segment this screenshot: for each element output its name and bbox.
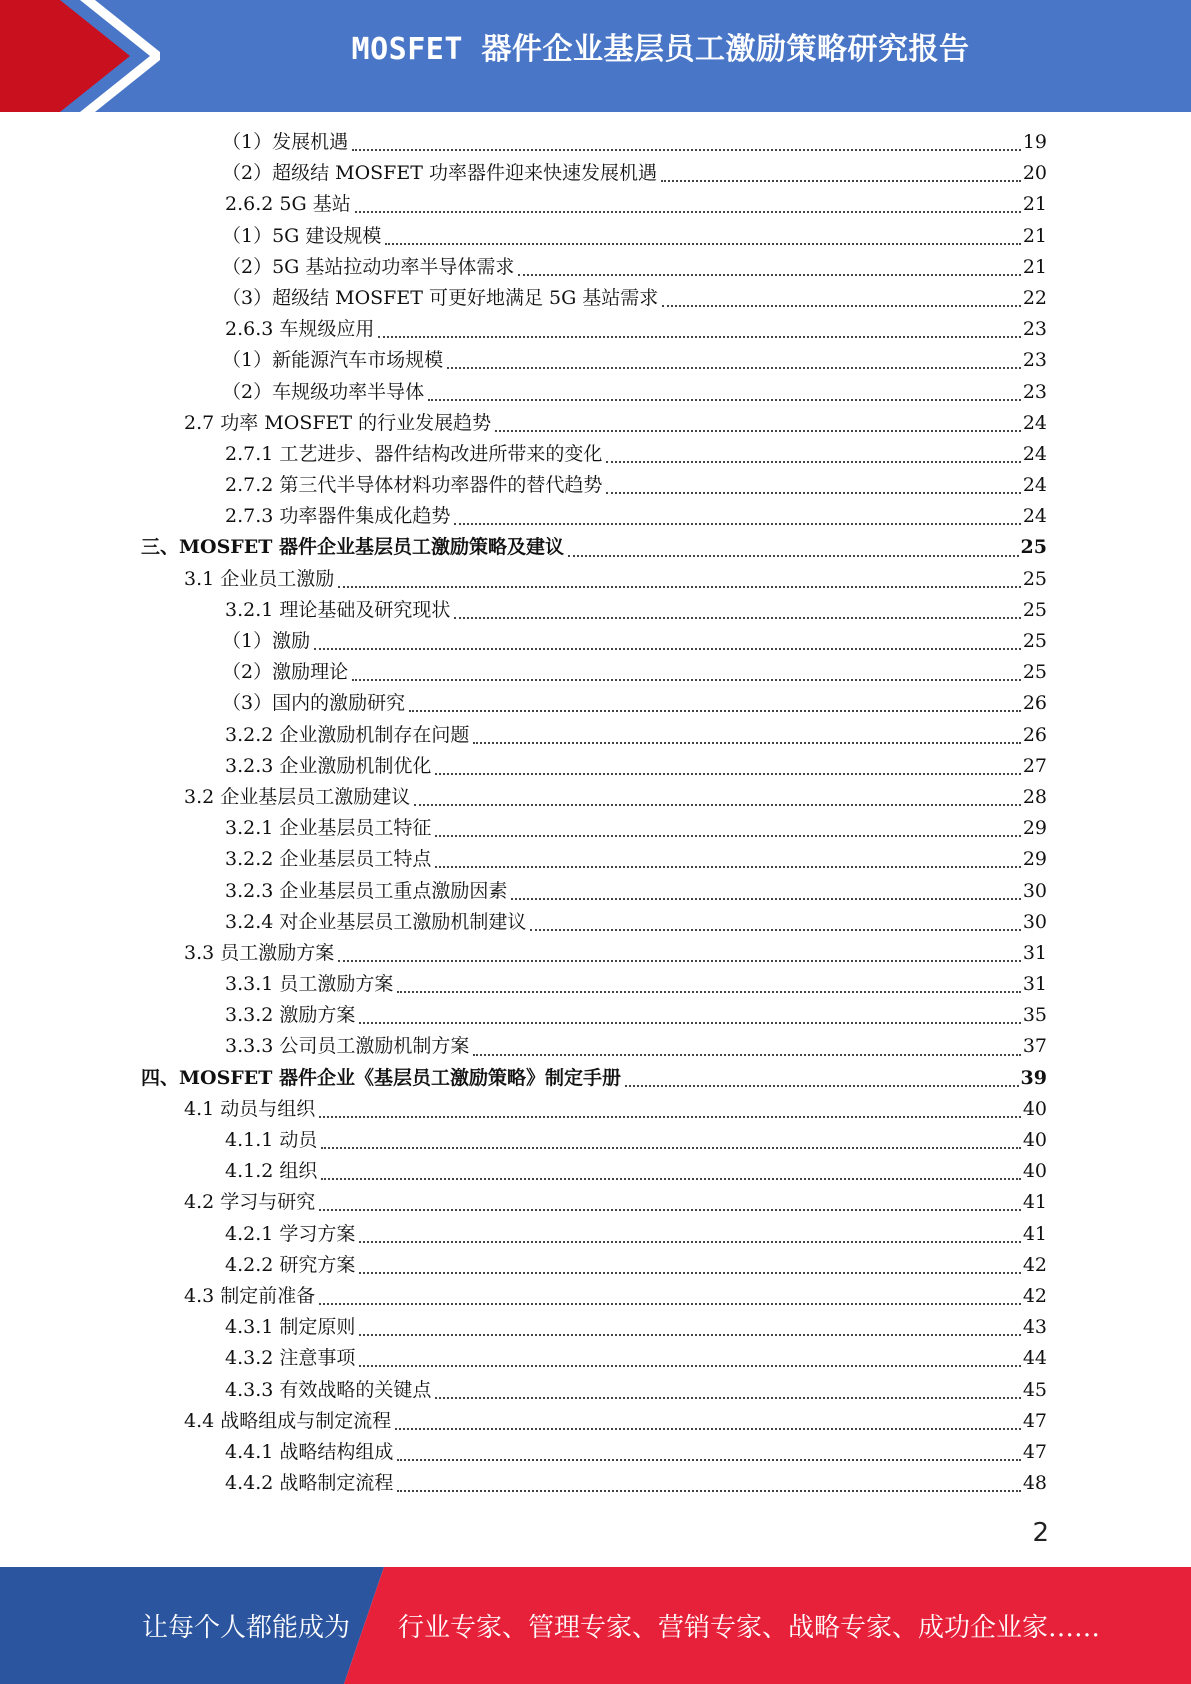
toc-entry[interactable] (0, 345, 1047, 376)
toc-entry[interactable] (0, 314, 1047, 345)
toc-leader-dots (378, 335, 1020, 338)
toc-leader-dots (355, 210, 1021, 213)
toc-entry[interactable] (0, 1000, 1047, 1031)
toc-entry[interactable] (0, 844, 1047, 875)
toc-entry-title: 4.1.1 动员 (225, 1129, 318, 1151)
toc-entry-page: 31 (1022, 941, 1047, 964)
toc-leader-dots (435, 865, 1020, 868)
toc-leader-dots (397, 990, 1020, 993)
toc-leader-dots (435, 834, 1020, 837)
toc-entry-page: 24 (1022, 505, 1047, 528)
toc-entry-title: 3.2.3 企业基层员工重点激励因素 (225, 879, 508, 902)
toc-entry-title: 3.2.2 企业基层员工特点 (225, 848, 432, 871)
toc-entry-title: 4.2.1 学习方案 (225, 1222, 356, 1245)
toc-entry[interactable] (0, 1343, 1047, 1374)
toc-entry[interactable] (0, 221, 1047, 252)
page-number: 2 (1032, 1518, 1049, 1548)
toc-entry-title: 3.3.3 公司员工激励机制方案 (225, 1035, 470, 1058)
toc-entry[interactable] (0, 1281, 1047, 1312)
toc-entry-page: 24 (1022, 411, 1047, 434)
toc-leader-dots (495, 429, 1021, 432)
toc-leader-dots (359, 1333, 1020, 1336)
toc-leader-dots (359, 1240, 1020, 1243)
toc-leader-dots (435, 772, 1020, 775)
toc-leader-dots (321, 1146, 1020, 1149)
toc-entry-title: （2）超级结 MOSFET 功率器件迎来快速发展机遇 (222, 162, 657, 185)
toc-entry-title: （1）5G 建设规模 (222, 224, 382, 247)
toc-entry-page: 29 (1022, 817, 1047, 840)
toc-entry[interactable] (0, 751, 1047, 782)
toc-leader-dots (568, 554, 1019, 557)
toc-entry-page: 40 (1022, 1129, 1047, 1151)
toc-leader-dots (661, 179, 1021, 182)
toc-leader-dots (338, 585, 1021, 588)
toc-entry[interactable] (0, 782, 1047, 813)
toc-entry[interactable] (0, 969, 1047, 1000)
toc-entry-page: 31 (1022, 973, 1047, 996)
footer-slogan-right: 行业专家、管理专家、营销专家、战略专家、成功企业家…… (398, 1613, 1101, 1643)
toc-entry-page: 29 (1022, 848, 1047, 871)
toc-leader-dots (352, 148, 1021, 151)
toc-leader-dots (338, 959, 1021, 962)
toc-entry-page: 30 (1022, 910, 1047, 933)
toc-entry-page: 23 (1022, 380, 1047, 403)
toc-entry-page: 26 (1022, 692, 1047, 715)
toc-leader-dots (662, 304, 1021, 307)
toc-entry[interactable] (0, 532, 1047, 563)
toc-entry[interactable] (0, 688, 1047, 719)
toc-entry[interactable] (0, 1094, 1047, 1125)
toc-entry[interactable] (0, 252, 1047, 283)
toc-entry[interactable] (0, 439, 1047, 470)
toc-entry-title: 4.4 战略组成与制定流程 (184, 1409, 392, 1432)
toc-entry-page: 48 (1022, 1472, 1047, 1495)
toc-entry[interactable] (0, 564, 1047, 595)
toc-leader-dots (321, 1177, 1020, 1180)
toc-entry-page: 25 (1022, 567, 1047, 590)
page-footer (0, 1567, 1191, 1684)
toc-entry-title: 2.7.1 工艺进步、器件结构改进所带来的变化 (225, 442, 603, 465)
toc-entry-page: 25 (1022, 630, 1047, 652)
toc-entry[interactable] (0, 1031, 1047, 1062)
toc-leader-dots (319, 1115, 1021, 1118)
toc-entry[interactable] (0, 1375, 1047, 1406)
toc-entry-page: 47 (1022, 1440, 1047, 1463)
toc-entry-title: 2.6.3 车规级应用 (225, 318, 375, 341)
toc-entry-page: 21 (1022, 255, 1047, 278)
toc-entry[interactable] (0, 1437, 1047, 1468)
toc-leader-dots (409, 709, 1021, 712)
toc-entry[interactable] (0, 1187, 1047, 1218)
toc-leader-dots (397, 1489, 1020, 1492)
toc-entry-page: 20 (1022, 162, 1047, 185)
toc-entry-title: 3.1 企业员工激励 (184, 567, 335, 590)
toc-entry[interactable] (0, 1468, 1047, 1499)
toc-entry[interactable] (0, 595, 1047, 626)
toc-entry[interactable] (0, 501, 1047, 532)
toc-entry-page: 28 (1022, 785, 1047, 808)
toc-entry-page: 40 (1022, 1097, 1047, 1120)
toc-leader-dots (314, 647, 1021, 650)
toc-leader-dots (606, 460, 1020, 463)
toc-entry[interactable] (0, 938, 1047, 969)
toc-entry-page: 44 (1022, 1347, 1047, 1370)
toc-entry[interactable] (0, 1219, 1047, 1250)
toc-leader-dots (447, 366, 1021, 369)
toc-entry-title: 4.3.3 有效战略的关键点 (225, 1378, 432, 1401)
toc-entry[interactable] (0, 720, 1047, 751)
toc-entry-title: 4.1.2 组织 (225, 1160, 318, 1183)
toc-entry-page: 30 (1022, 879, 1047, 902)
toc-leader-dots (352, 678, 1021, 681)
toc-entry[interactable] (0, 408, 1047, 439)
toc-entry-page: 24 (1022, 474, 1047, 497)
toc-entry-page: 26 (1022, 723, 1047, 746)
toc-leader-dots (530, 928, 1020, 931)
toc-entry-title: 4.2.2 研究方案 (225, 1253, 356, 1276)
page-header (0, 0, 1191, 112)
toc-entry-title: 4.1 动员与组织 (184, 1097, 316, 1120)
toc-leader-dots (359, 1021, 1020, 1024)
toc-entry-title: （2）车规级功率半导体 (222, 380, 425, 403)
toc-entry[interactable] (0, 470, 1047, 501)
toc-entry-title: （2）5G 基站拉动功率半导体需求 (222, 255, 515, 278)
toc-entry[interactable] (0, 1156, 1047, 1187)
toc-entry-page: 43 (1022, 1316, 1047, 1339)
table-of-contents (0, 127, 1191, 1499)
toc-entry-title: 3.3.2 激励方案 (225, 1004, 356, 1027)
footer-slogan-left: 让每个人都能成为 (142, 1613, 351, 1643)
toc-entry-page: 42 (1022, 1284, 1047, 1307)
toc-leader-dots (319, 1302, 1021, 1305)
toc-leader-dots (473, 741, 1020, 744)
toc-entry-title: （1）新能源汽车市场规模 (222, 349, 444, 372)
toc-entry[interactable] (0, 158, 1047, 189)
toc-entry-title: 4.4.2 战略制定流程 (225, 1472, 394, 1495)
toc-entry-page: 47 (1022, 1409, 1047, 1432)
toc-entry-title: 3.2.4 对企业基层员工激励机制建议 (225, 910, 527, 933)
toc-entry-page: 27 (1022, 754, 1047, 777)
toc-entry[interactable] (0, 813, 1047, 844)
toc-leader-dots (454, 616, 1020, 619)
toc-entry-title: 4.2 学习与研究 (184, 1191, 316, 1214)
toc-entry-page: 23 (1022, 318, 1047, 341)
toc-entry-title: 2.7 功率 MOSFET 的行业发展趋势 (184, 411, 492, 434)
toc-entry-title: （1）发展机遇 (222, 131, 349, 153)
toc-leader-dots (518, 273, 1020, 276)
toc-entry[interactable] (0, 657, 1047, 688)
toc-entry-title: 3.2.1 理论基础及研究现状 (225, 598, 451, 621)
toc-leader-dots (625, 1084, 1019, 1087)
toc-leader-dots (397, 1458, 1020, 1461)
toc-leader-dots (414, 803, 1021, 806)
toc-leader-dots (473, 1053, 1020, 1056)
toc-entry-title: 4.4.1 战略结构组成 (225, 1440, 394, 1463)
toc-entry[interactable] (0, 907, 1047, 938)
toc-entry-page: 40 (1022, 1160, 1047, 1183)
toc-entry-title: 3.2.1 企业基层员工特征 (225, 817, 432, 840)
toc-leader-dots (395, 1427, 1021, 1430)
report-title: MOSFET 器件企业基层员工激励策略研究报告 (351, 32, 970, 67)
toc-entry[interactable] (0, 377, 1047, 408)
toc-leader-dots (428, 398, 1021, 401)
toc-entry[interactable] (0, 189, 1047, 220)
toc-entry-title: 3.2.2 企业激励机制存在问题 (225, 723, 470, 746)
toc-entry-title: （2）激励理论 (222, 661, 349, 684)
toc-entry-title: 3.3.1 员工激励方案 (225, 973, 394, 996)
toc-entry-page: 41 (1022, 1222, 1047, 1245)
toc-entry-title: 3.3 员工激励方案 (184, 941, 335, 964)
toc-entry-page: 25 (1022, 661, 1047, 684)
toc-entry-title: 3.2 企业基层员工激励建议 (184, 785, 411, 808)
toc-leader-dots (359, 1364, 1020, 1367)
toc-entry-page: 24 (1022, 442, 1047, 465)
toc-entry-page: 21 (1022, 224, 1047, 247)
toc-entry-title: 2.7.2 第三代半导体材料功率器件的替代趋势 (225, 474, 603, 497)
toc-entry-page: 39 (1020, 1066, 1047, 1089)
toc-leader-dots (454, 522, 1020, 525)
toc-entry-page: 22 (1022, 286, 1047, 309)
toc-entry[interactable] (0, 127, 1047, 158)
toc-leader-dots (359, 1271, 1020, 1274)
toc-entry[interactable] (0, 626, 1047, 657)
toc-entry[interactable] (0, 876, 1047, 907)
toc-entry-page: 25 (1020, 536, 1047, 559)
toc-leader-dots (385, 242, 1020, 245)
toc-entry-title: 三、MOSFET 器件企业基层员工激励策略及建议 (141, 536, 565, 559)
toc-leader-dots (435, 1396, 1020, 1399)
toc-entry-page: 25 (1022, 598, 1047, 621)
toc-entry-title: 2.6.2 5G 基站 (225, 193, 351, 216)
header-chevron-decoration (0, 0, 160, 112)
toc-entry[interactable] (0, 1125, 1047, 1156)
toc-entry-page: 19 (1022, 131, 1047, 153)
toc-entry[interactable] (0, 283, 1047, 314)
toc-entry-page: 35 (1022, 1004, 1047, 1027)
toc-entry[interactable] (0, 1063, 1047, 1094)
toc-leader-dots (511, 897, 1020, 900)
toc-entry-page: 23 (1022, 349, 1047, 372)
toc-entry-page: 41 (1022, 1191, 1047, 1214)
toc-entry[interactable] (0, 1250, 1047, 1281)
toc-entry[interactable] (0, 1406, 1047, 1437)
toc-entry-title: 4.3.1 制定原则 (225, 1316, 356, 1339)
toc-entry-page: 21 (1022, 193, 1047, 216)
toc-entry-title: 2.7.3 功率器件集成化趋势 (225, 505, 451, 528)
toc-entry-title: （3）超级结 MOSFET 可更好地满足 5G 基站需求 (222, 286, 659, 309)
toc-entry-title: （1）激励 (222, 630, 311, 652)
toc-entry-page: 42 (1022, 1253, 1047, 1276)
toc-entry-title: 4.3 制定前准备 (184, 1284, 316, 1307)
toc-entry-title: （3）国内的激励研究 (222, 692, 406, 715)
toc-entry-page: 45 (1022, 1378, 1047, 1401)
toc-entry-title: 4.3.2 注意事项 (225, 1347, 356, 1370)
toc-leader-dots (606, 491, 1020, 494)
toc-entry-title: 3.2.3 企业激励机制优化 (225, 754, 432, 777)
toc-entry[interactable] (0, 1312, 1047, 1343)
toc-leader-dots (319, 1208, 1021, 1211)
toc-entry-page: 37 (1022, 1035, 1047, 1058)
toc-entry-title: 四、MOSFET 器件企业《基层员工激励策略》制定手册 (141, 1066, 622, 1089)
